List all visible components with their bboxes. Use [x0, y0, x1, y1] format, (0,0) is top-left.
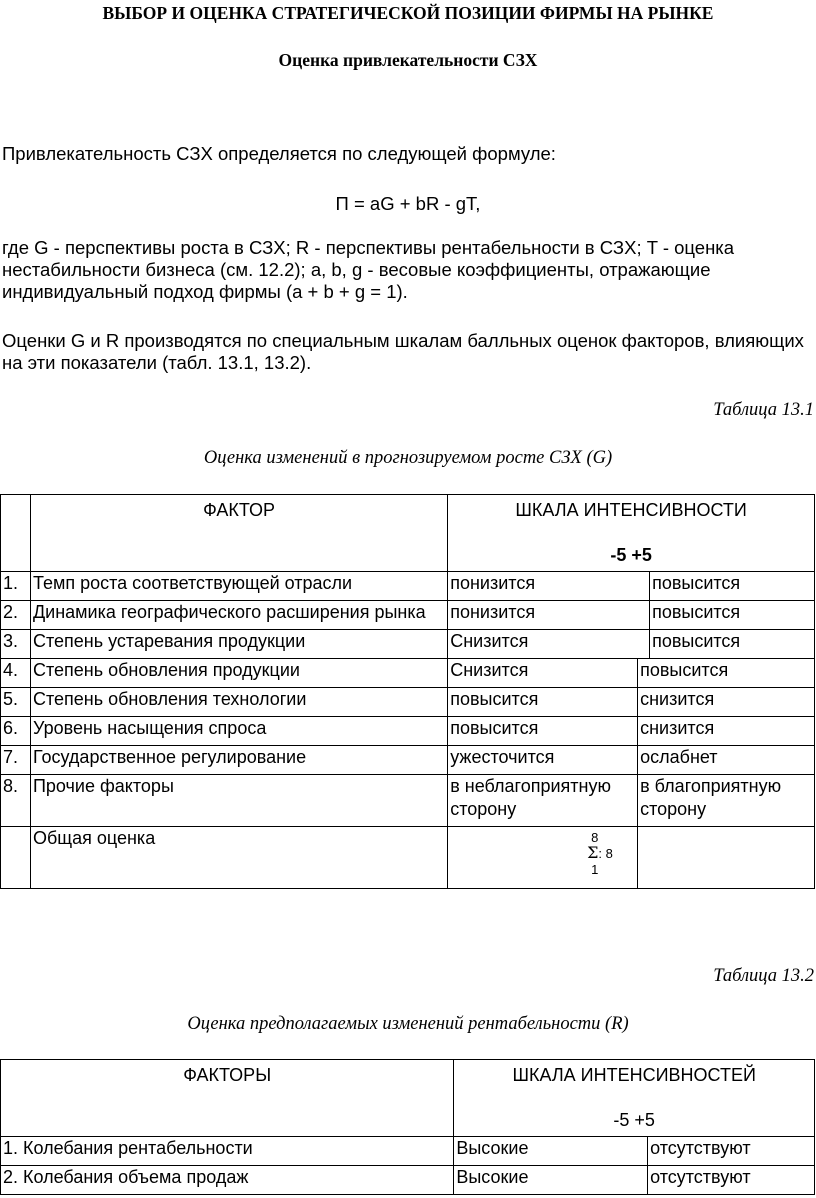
- header-scale: [454, 1060, 815, 1137]
- sum-upper-limit: 8: [591, 830, 599, 845]
- table2-caption: Оценка предполагаемых изменений рентабельности (R): [187, 1014, 629, 1034]
- row-high: повысится: [638, 659, 815, 688]
- row-low: ужесточится: [448, 746, 638, 775]
- row-high: отсутствуют: [648, 1166, 815, 1195]
- profitability-factors-table: [0, 1059, 815, 1195]
- row-low: Высокие: [454, 1137, 648, 1166]
- row-factor: Темп роста соответствующей отрасли: [30, 572, 447, 601]
- header-scale-label: ШКАЛА ИНТЕНСИВНОСТИ: [515, 500, 747, 520]
- intro-paragraph: Привлекательность СЗХ определяется по следующей формуле:: [2, 143, 556, 164]
- row-num: 2.: [1, 601, 31, 630]
- sum-formula: [587, 831, 627, 876]
- total-label: Общая оценка: [30, 827, 447, 889]
- sum-symbol-line: [587, 844, 627, 863]
- header-factor: ФАКТОР: [30, 495, 447, 572]
- table-row: [1, 601, 815, 630]
- table-row: [1, 1166, 815, 1195]
- row-num: 6.: [1, 717, 31, 746]
- table-row: [1, 717, 815, 746]
- table1-label: Таблица 13.1: [713, 400, 814, 420]
- row-factor: 1. Колебания рентабельности: [1, 1137, 454, 1166]
- row-num: 7.: [1, 746, 31, 775]
- header-factors: ФАКТОРЫ: [1, 1060, 454, 1137]
- row-low: понизится: [448, 572, 650, 601]
- sigma-icon: Σ: [587, 843, 599, 862]
- table2-label: Таблица 13.2: [713, 966, 814, 986]
- row-factor: Динамика географического расширения рынка: [30, 601, 447, 630]
- table1-total-row: [1, 827, 815, 889]
- formula: П = aG + bR - gT,: [335, 193, 481, 214]
- header-scale: [448, 495, 815, 572]
- row-high: снизится: [638, 688, 815, 717]
- sum-divisor: : 8: [598, 846, 613, 861]
- row-num: 5.: [1, 688, 31, 717]
- growth-factors-table: [0, 494, 815, 889]
- table-row: [1, 746, 815, 775]
- row-factor: Прочие факторы: [30, 775, 447, 827]
- table-row: [1, 630, 815, 659]
- total-empty-cell: [638, 827, 815, 889]
- row-low: повысится: [448, 717, 638, 746]
- table-row: [1, 1137, 815, 1166]
- header-num-cell: [1, 495, 31, 572]
- table-row: [1, 775, 815, 827]
- header-scale-range: -5 +5: [613, 1110, 655, 1130]
- total-formula-cell: [448, 827, 638, 889]
- row-low: Снизится: [448, 659, 638, 688]
- table-row: [1, 572, 815, 601]
- row-low: повысится: [448, 688, 638, 717]
- total-num-cell: [1, 827, 31, 889]
- row-low: понизится: [448, 601, 650, 630]
- explanation-paragraph: где G - перспективы роста в СЗХ; R - перспективы рентабельности в СЗХ; T - оценка нестабильности бизнеса (см. 12.2); a, b, g - весовые коэффициенты, отражающие индивидуальный подход фирмы (a + b + g = 1).: [2, 237, 735, 302]
- row-high: повысится: [650, 572, 815, 601]
- header-scale-label: ШКАЛА ИНТЕНСИВНОСТЕЙ: [512, 1065, 756, 1085]
- document-title: ВЫБОР И ОЦЕНКА СТРАТЕГИЧЕСКОЙ ПОЗИЦИИ ФИРМЫ НА РЫНКЕ: [102, 3, 714, 23]
- row-low: Высокие: [454, 1166, 648, 1195]
- row-factor: Государственное регулирование: [30, 746, 447, 775]
- row-factor: Степень устаревания продукции: [30, 630, 447, 659]
- row-num: 4.: [1, 659, 31, 688]
- row-factor: Степень обновления продукции: [30, 659, 447, 688]
- row-factor: 2. Колебания объема продаж: [1, 1166, 454, 1195]
- row-high: ослабнет: [638, 746, 815, 775]
- table2-header-row: [1, 1060, 815, 1137]
- assessment-paragraph: Оценки G и R производятся по специальным шкалам балльных оценок факторов, влияющих на эти показатели (табл. 13.1, 13.2).: [2, 330, 804, 373]
- row-high: повысится: [650, 630, 815, 659]
- row-factor: Степень обновления технологии: [30, 688, 447, 717]
- header-scale-range: -5 +5: [610, 545, 652, 565]
- row-num: 3.: [1, 630, 31, 659]
- row-low: Снизится: [448, 630, 650, 659]
- table-row: [1, 659, 815, 688]
- row-high: отсутствуют: [648, 1137, 815, 1166]
- row-high: повысится: [650, 601, 815, 630]
- row-num: 8.: [1, 775, 31, 827]
- row-num: 1.: [1, 572, 31, 601]
- sum-lower-limit: 1: [591, 862, 599, 877]
- row-high: в благоприятную сторону: [638, 775, 815, 827]
- row-factor: Уровень насыщения спроса: [30, 717, 447, 746]
- section-subtitle: Оценка привлекательности СЗХ: [278, 50, 538, 70]
- row-low: в неблагоприятную сторону: [448, 775, 638, 827]
- table1-caption: Оценка изменений в прогнозируемом росте СЗХ (G): [203, 448, 613, 468]
- table1-header-row: [1, 495, 815, 572]
- row-high: снизится: [638, 717, 815, 746]
- table-row: [1, 688, 815, 717]
